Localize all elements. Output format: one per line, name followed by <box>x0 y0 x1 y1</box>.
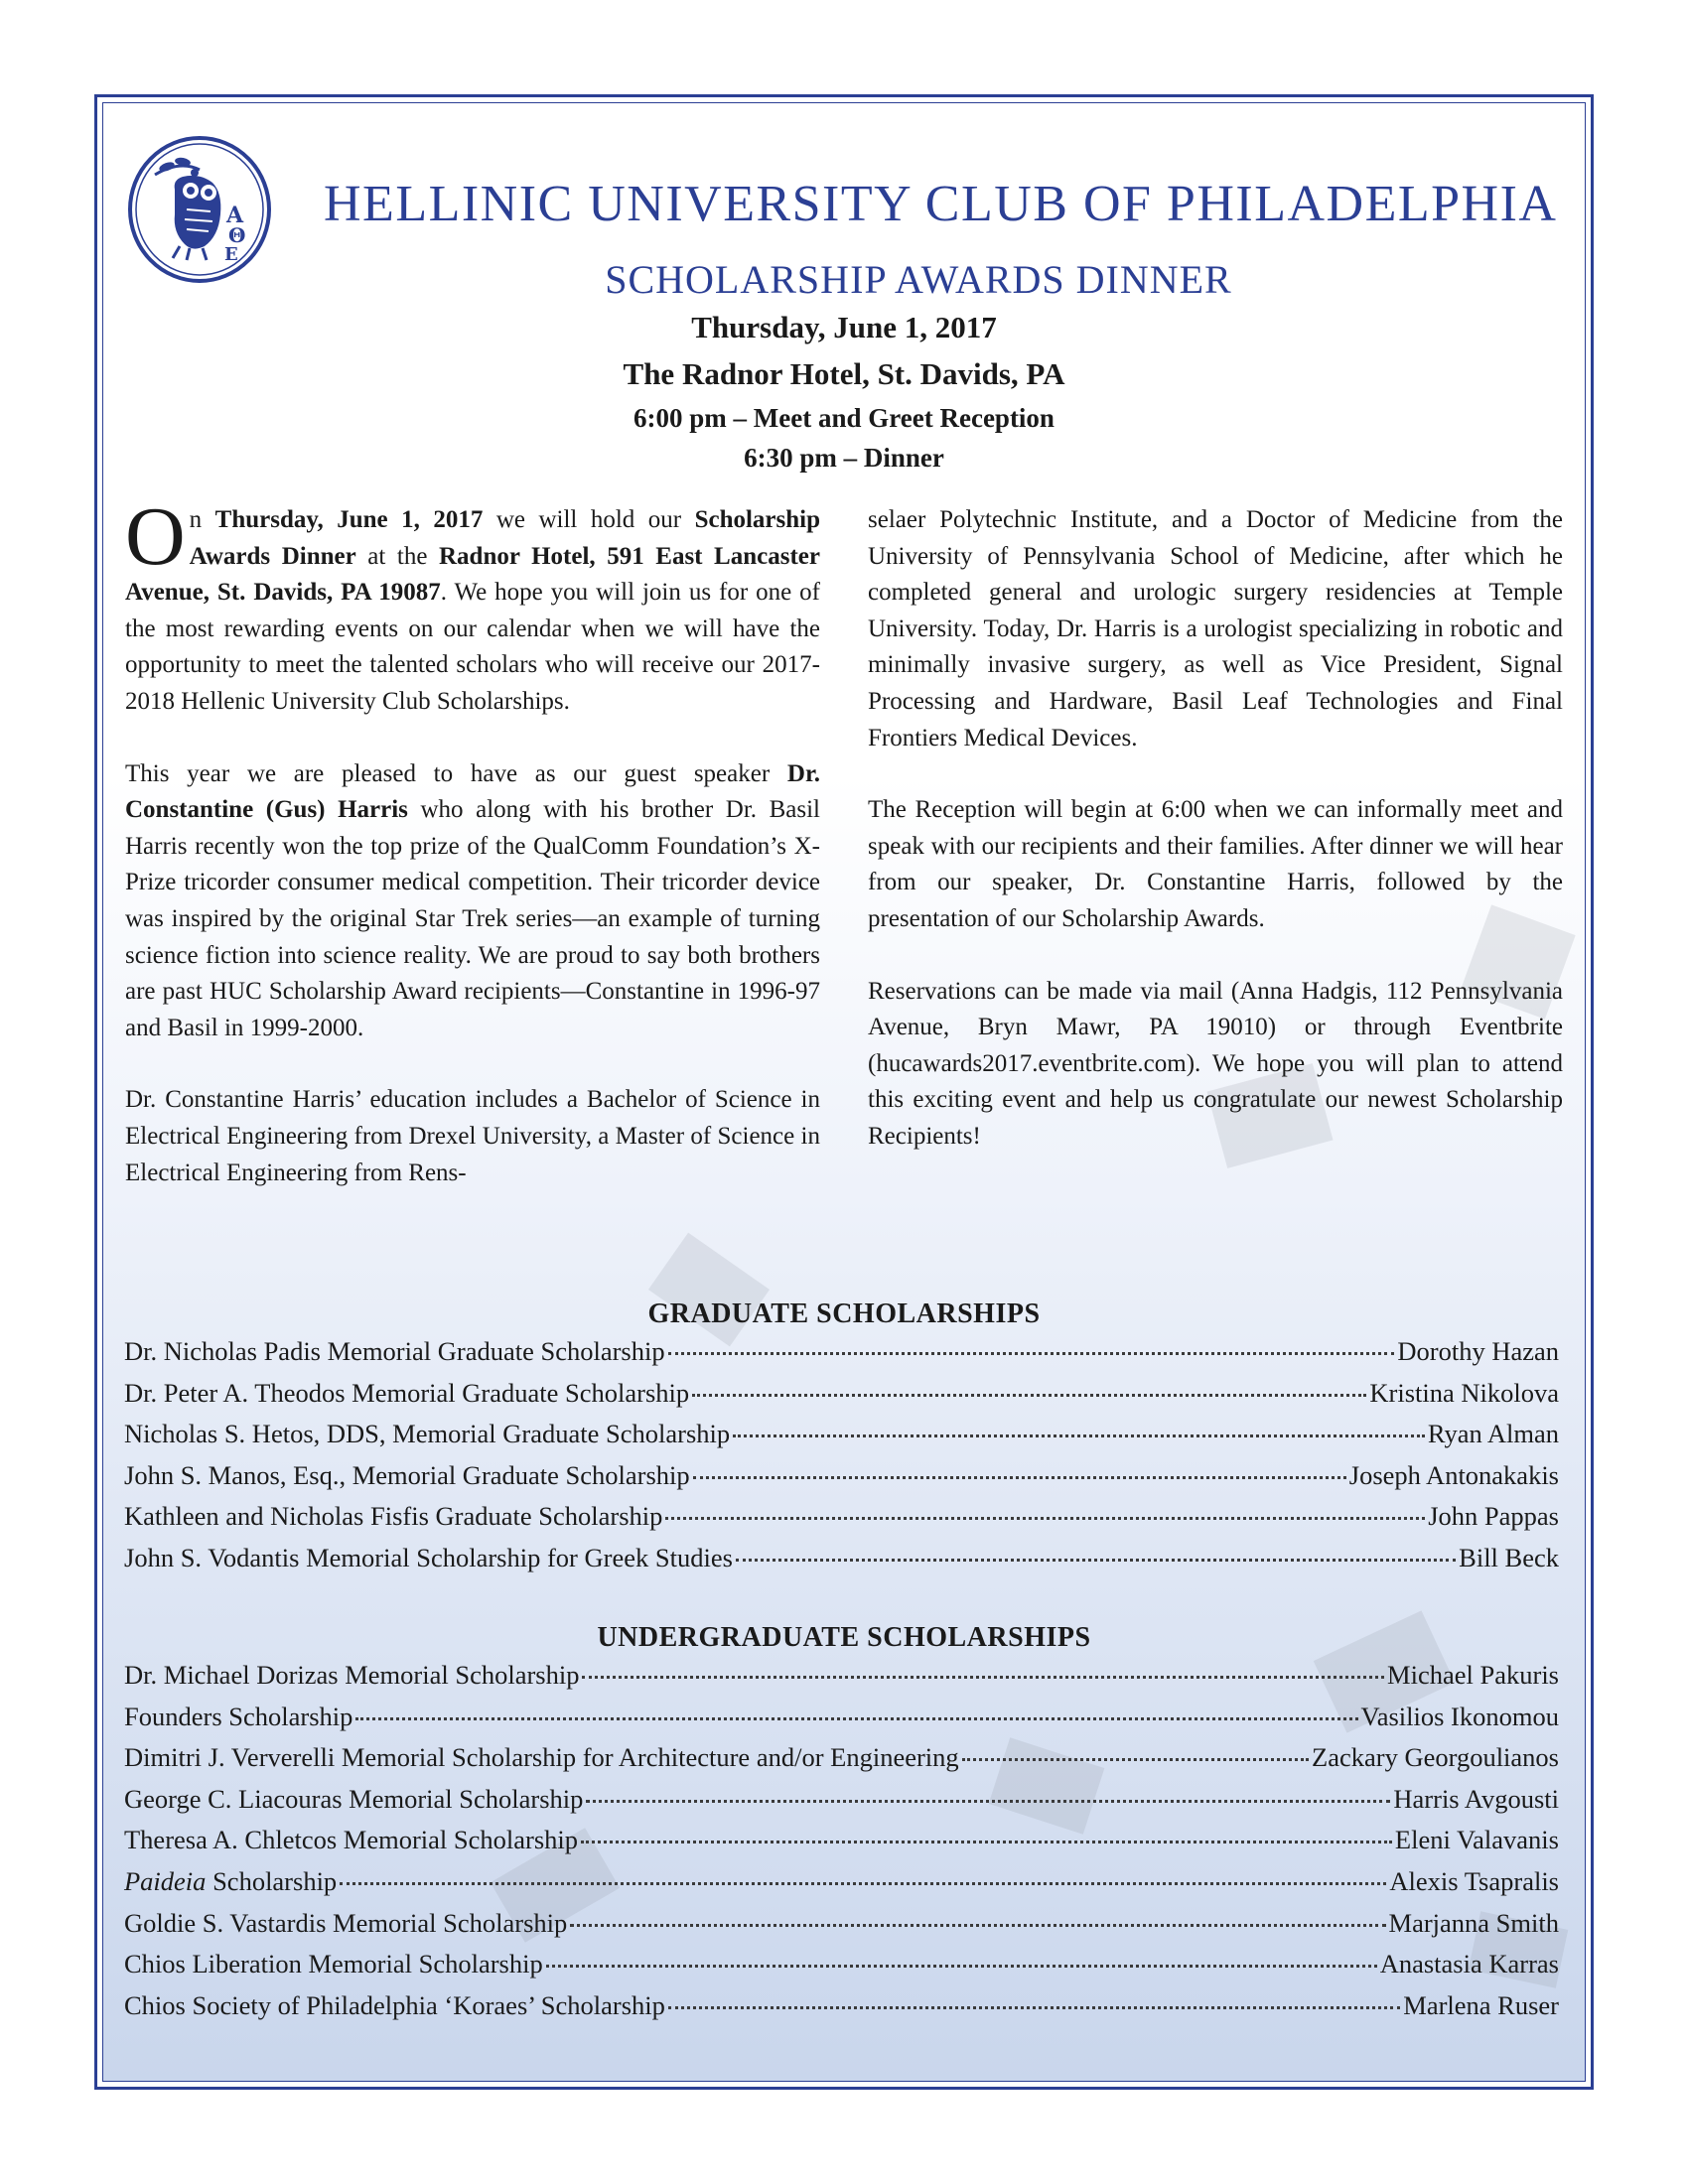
event-title: SCHOLARSHIP AWARDS DINNER <box>605 257 1232 302</box>
dot-leader <box>546 1965 1377 1968</box>
list-item: Dr. Nicholas Padis Memorial Graduate Scholarship Dorothy Hazan <box>124 1336 1559 1366</box>
svg-text:Ε: Ε <box>224 244 238 265</box>
reception-paragraph: The Reception will begin at 6:00 when we can informally meet and speak with our recipients and their families. After dinner we will hear from our speaker, Dr. Constantine Harris, followed by the presentation of our Scholarship Awards. <box>868 796 1563 932</box>
dot-leader <box>962 1758 1309 1761</box>
list-item: Chios Society of Philadelphia ‘Koraes’ Scholarship Marlena Ruser <box>124 1989 1559 2020</box>
undergraduate-list <box>124 1660 1559 2031</box>
dot-leader <box>581 1841 1392 1843</box>
dot-leader <box>665 1517 1425 1520</box>
list-item: Dimitri J. Ververelli Memorial Scholarship for Architecture and/or Engineering Zackary Georgoulianos <box>124 1742 1559 1773</box>
education-paragraph: Dr. Constantine Harris’ education includes a Bachelor of Science in Electrical Engineering from Drexel University, a Master of Science in Electrical Engineering from Rens- <box>125 1086 820 1186</box>
education-paragraph-continued: selaer Polytechnic Institute, and a Doctor of Medicine from the University of Pennsylvania School of Medicine, after which he completed general and urologic surgery residencies at Temple University. Today, Dr. Harris is a urologist specializing in robotic and minimally invasive surgery, as well as Vice President, Signal Processing and Hardware, Basil Leaf Technologies and Final Frontiers Medical Devices. <box>868 506 1563 751</box>
dot-leader <box>586 1800 1390 1803</box>
list-item: Dr. Peter A. Theodos Memorial Graduate Scholarship Kristina Nikolova <box>124 1377 1559 1408</box>
right-column <box>868 502 1563 1191</box>
list-item: Founders Scholarship Vasilios Ikonomou <box>124 1701 1559 1731</box>
left-column <box>125 490 821 1262</box>
dot-leader <box>736 1559 1456 1562</box>
list-item: John S. Manos, Esq., Memorial Graduate Scholarship Joseph Antonakakis <box>124 1459 1559 1490</box>
dot-leader <box>355 1717 1357 1720</box>
event-venue: The Radnor Hotel, St. Davids, PA <box>623 356 1065 391</box>
reception-time: 6:00 pm – Meet and Greet Reception <box>633 403 1055 433</box>
dot-leader <box>340 1882 1386 1885</box>
list-item: Chios Liberation Memorial Scholarship Anastasia Karras <box>124 1949 1559 1979</box>
dot-leader <box>570 1924 1385 1927</box>
speaker-paragraph: This year we are pleased to have as our guest speaker Dr. Constantine (Gus) Harris who along with his brother Dr. Basil Harris recently won the top prize of the QualComm Foundation’s X-Prize tricorder consumer medical competition. Their tricorder device was inspired by the original Star Trek series—an example of turning science fiction into science reality. We are proud to say both brothers are past HUC Scholarship Award recipients—Constantine in 1996-97 and Basil in 1999-2000. <box>125 759 820 1041</box>
svg-text:Α: Α <box>226 203 244 228</box>
dot-leader <box>582 1676 1384 1679</box>
list-item: Dr. Michael Dorizas Memorial Scholarship Michael Pakuris <box>124 1660 1559 1690</box>
event-date: Thursday, June 1, 2017 <box>691 310 997 344</box>
undergraduate-heading: UNDERGRADUATE SCHOLARSHIPS <box>597 1622 1091 1653</box>
dot-leader <box>668 2006 1400 2009</box>
org-title: HELLINIC UNIVERSITY CLUB OF PHILADELPHIA <box>324 176 1558 232</box>
list-item: Goldie S. Vastardis Memorial Scholarship Marjanna Smith <box>124 1907 1559 1938</box>
dot-leader <box>693 1476 1346 1479</box>
list-item: George C. Liacouras Memorial Scholarship Harris Avgousti <box>124 1783 1559 1814</box>
list-item: Theresa A. Chletcos Memorial Scholarship Eleni Valavanis <box>124 1825 1559 1855</box>
reservations-paragraph: Reservations can be made via mail (Anna Hadgis, 112 Pennsylvania Avenue, Bryn Mawr, PA 19010) or through Eventbrite (hucawards2017.eventbrite.com). We hope you will plan to attend this exciting event and help us congratulate our newest Scholarship Recipients! <box>868 977 1563 1150</box>
intro-paragraph: On Thursday, June 1, 2017 we will hold our Scholarship Awards Dinner at the Radnor Hotel, 591 East Lancaster Avenue, St. Davids, PA 19087. We hope you will join us for one of the most rewarding events on our calendar when we will have the opportunity to meet the talented scholars who will receive our 2017-2018 Hellenic University Club Scholarships. <box>125 490 821 715</box>
list-item: Kathleen and Nicholas Fisfis Graduate Scholarship John Pappas <box>124 1501 1559 1532</box>
list-item: Nicholas S. Hetos, DDS, Memorial Graduate Scholarship Ryan Alman <box>124 1419 1559 1449</box>
svg-text:Θ: Θ <box>228 223 246 247</box>
dinner-time: 6:30 pm – Dinner <box>744 443 944 473</box>
graduate-heading: GRADUATE SCHOLARSHIPS <box>647 1298 1041 1329</box>
graduate-list <box>124 1336 1559 1584</box>
list-item: Paideia Scholarship Alexis Tsapralis <box>124 1865 1559 1896</box>
drop-cap: O <box>125 490 186 583</box>
list-item: John S. Vodantis Memorial Scholarship for Greek Studies Bill Beck <box>124 1542 1559 1572</box>
dot-leader <box>733 1434 1425 1437</box>
dot-leader <box>668 1352 1395 1355</box>
dot-leader <box>692 1394 1366 1397</box>
